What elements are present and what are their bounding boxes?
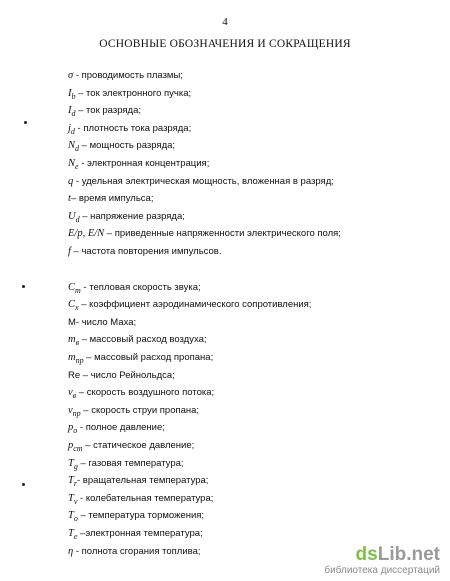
entry-symbol: q: [68, 175, 74, 187]
entry-subscript: x: [75, 303, 79, 313]
watermark-logo: [324, 545, 440, 565]
entry-subscript: в: [72, 391, 77, 401]
entry-symbol: p: [68, 440, 74, 451]
entry-subscript: в: [75, 338, 80, 348]
entry-subscript: o: [73, 426, 78, 436]
entry-symbol: T: [68, 528, 74, 539]
entry-description: – частота повторения импульсов.: [70, 246, 222, 257]
margin-mark: [24, 121, 27, 124]
entry-description: - плотность тока разряда;: [74, 122, 192, 134]
entry-symbol: C: [68, 281, 76, 293]
entry-subscript: d: [70, 126, 75, 136]
entry-symbol: m: [68, 352, 76, 363]
entry-description: – напряжение разряда;: [79, 210, 185, 222]
abbreviation-entry: [68, 458, 184, 473]
entry-description: – температура торможения;: [77, 510, 205, 522]
entry-description: - удельная электрическая мощность, вложенная в разряд;: [73, 175, 334, 187]
entry-subscript: d: [71, 109, 76, 119]
abbreviation-entry: [68, 123, 191, 138]
entry-symbol: U: [68, 210, 76, 222]
entry-description: М- число Маха;: [68, 316, 137, 328]
margin-mark: [22, 483, 25, 486]
watermark-logo-lib: Lib.net: [377, 544, 440, 565]
entry-description: – статическое давление;: [82, 440, 195, 451]
entry-description: - вращательная температура;: [76, 475, 209, 487]
abbreviation-entry: [68, 299, 311, 314]
entry-description: – газовая температура;: [77, 457, 184, 469]
abbreviation-entry: [68, 475, 208, 490]
entry-subscript: ст: [73, 443, 83, 453]
entry-symbol: t: [68, 193, 71, 205]
entry-symbol: N: [68, 140, 76, 152]
entry-description: - проводимость плазмы;: [73, 70, 183, 81]
abbreviation-entry: [68, 440, 194, 455]
page-title: ОСНОВНЫЕ ОБОЗНАЧЕНИЯ И СОКРАЩЕНИЯ: [99, 38, 351, 50]
entry-subscript: r: [73, 479, 77, 489]
entry-symbol: m: [68, 334, 76, 346]
entry-description: - полнота сгорания топлива;: [73, 545, 201, 557]
entry-symbol: p: [68, 422, 74, 434]
entry-subscript: d: [75, 144, 80, 154]
entry-description: – массовый расход воздуха;: [79, 334, 207, 346]
abbreviation-entry: [68, 510, 204, 525]
entry-description: – время импульса;: [70, 193, 154, 205]
abbreviation-entry: [68, 176, 334, 188]
entry-description: - колебательная температура;: [77, 492, 214, 504]
entry-subscript: e: [75, 161, 79, 171]
entry-symbol: f: [68, 246, 71, 257]
abbreviation-entry: [68, 370, 175, 382]
entry-symbol: v: [68, 387, 73, 399]
entry-symbol: T: [68, 510, 74, 522]
entry-subscript: пр: [75, 355, 84, 365]
entry-symbol: j: [68, 122, 71, 134]
entry-symbol: I: [68, 105, 72, 117]
entry-description: – коэффициент аэродинамического сопротивления;: [78, 299, 312, 311]
entry-symbol: σ: [68, 70, 74, 81]
entry-symbol: E/p, E/N: [68, 228, 105, 240]
entry-subscript: v: [73, 496, 78, 506]
entry-symbol: η: [68, 545, 74, 557]
abbreviation-entry: [68, 352, 213, 367]
watermark-subtitle: библиотека диссертаций: [324, 565, 440, 576]
abbreviation-entry: [68, 422, 165, 437]
entry-symbol: T: [68, 492, 74, 504]
entry-subscript: e: [73, 531, 78, 541]
entry-description: – скорость струи пропана;: [80, 404, 200, 416]
entry-description: – приведенные напряженности электрического поля;: [104, 228, 341, 240]
entry-description: – массовый расход пропана;: [83, 352, 214, 363]
abbreviation-entry: [68, 334, 207, 349]
abbreviation-entry: [68, 387, 214, 402]
entry-description: - электронная концентрация;: [78, 158, 210, 169]
entry-subscript: g: [73, 461, 78, 471]
abbreviation-entry: [68, 228, 341, 240]
entry-symbol: T: [68, 475, 74, 487]
entry-subscript: m: [75, 285, 81, 295]
entry-symbol: I: [68, 87, 72, 99]
abbreviation-entry: [68, 105, 141, 120]
entry-description: - полное давление;: [77, 422, 165, 434]
entry-subscript: o: [73, 514, 78, 524]
abbreviation-entry: [68, 70, 183, 82]
abbreviation-entry: [68, 317, 136, 329]
entry-symbol: N: [68, 158, 76, 169]
abbreviation-entry: [68, 246, 222, 258]
abbreviation-entry: [68, 405, 199, 420]
entry-subscript: пр: [72, 408, 81, 418]
abbreviation-entry: [68, 140, 175, 155]
entry-description: – ток разряда;: [75, 105, 141, 117]
margin-mark: [22, 285, 25, 288]
abbreviation-entry: [68, 193, 153, 205]
abbreviation-entry: [68, 211, 185, 226]
entry-symbol: C: [68, 299, 76, 311]
abbreviation-entry: [68, 88, 191, 103]
abbreviation-entry: [68, 282, 201, 297]
watermark-logo-ds: ds: [355, 544, 378, 565]
entry-subscript: d: [75, 214, 80, 224]
page-number: 4: [222, 16, 228, 28]
entry-subscript: b: [71, 91, 76, 101]
entry-description: – скорость воздушного потока;: [76, 387, 215, 399]
entry-symbol: T: [68, 457, 74, 469]
abbreviation-entry: [68, 546, 201, 558]
entry-description: Re – число Рейнольдса;: [68, 369, 175, 381]
entry-description: – ток электронного пучка;: [75, 87, 192, 99]
watermark: [324, 545, 440, 577]
abbreviation-entry: [68, 528, 203, 543]
entry-symbol: v: [68, 404, 73, 416]
abbreviation-entry: [68, 158, 209, 173]
abbreviation-entry: [68, 493, 213, 508]
entry-description: – мощность разряда;: [79, 140, 176, 152]
entry-description: –электронная температура;: [77, 528, 203, 539]
entry-description: - тепловая скорость звука;: [80, 281, 201, 293]
